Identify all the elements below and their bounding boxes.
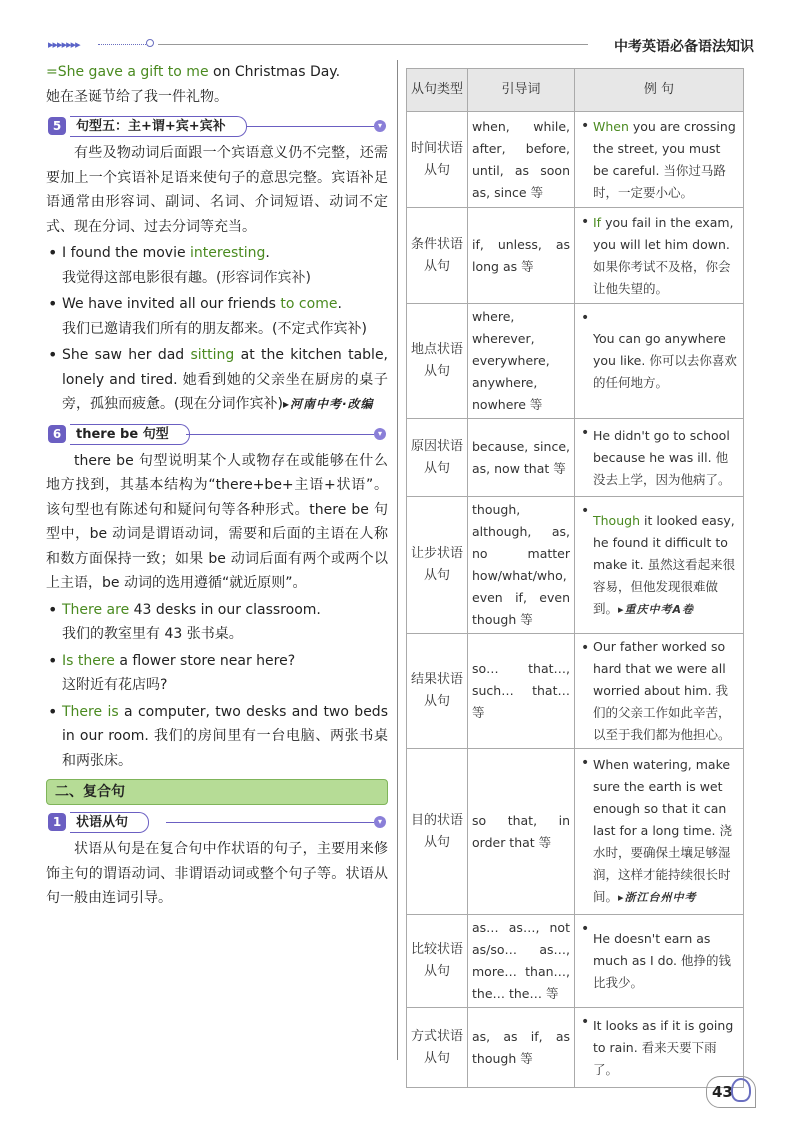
example-highlight: There are xyxy=(62,601,130,618)
example-highlight: There is xyxy=(62,703,119,720)
example-note: (形容词作宾补) xyxy=(216,269,311,286)
clause-type: 方式状语从句 xyxy=(407,1008,468,1088)
example-highlight: sitting xyxy=(190,347,235,363)
table-row xyxy=(407,112,744,208)
intro-en xyxy=(46,60,388,85)
example-source: ▸重庆中考A卷 xyxy=(618,602,695,616)
example-sentence: • He doesn't earn as much as I do. 他挣的钱比我少。 xyxy=(575,915,744,1008)
section-6-paragraph: there be 句型说明某个人或物存在或能够在什么地方找到，其基本结构为“there+be+主语+状语”。该句型也有陈述句和疑问句等各种形式。there be 句型中，be 动词是谓语动词，需要和后面的主语在人称和数方面保持一致；如果 be 动词后面有两个或两个以上主语，be 动词的选用遵循“就近原则”。 xyxy=(46,452,388,591)
conjunctions: as, as if, as though 等 xyxy=(468,1008,575,1088)
header-arrows: ▸▸▸▸▸▸▸ xyxy=(48,38,80,51)
example-2-cn: 我们已邀请我们所有的朋友都来。(不定式作宾补) xyxy=(62,320,367,337)
conjunctions: though, although, as, no matter how/what/who, even if, even though 等 xyxy=(468,497,575,634)
example-text: . xyxy=(337,296,342,312)
column-header: 从句类型 xyxy=(407,69,468,112)
section-number: 6 xyxy=(48,425,66,443)
example-highlight: Though xyxy=(593,512,640,528)
example-1-cn xyxy=(46,266,388,291)
chevron-down-icon: ▾ xyxy=(374,816,386,828)
header-dotted-line xyxy=(98,44,146,45)
column-header: 例 句 xyxy=(575,69,744,112)
clause-type: 条件状语从句 xyxy=(407,208,468,304)
example-sentence: • He didn't go to school because he was ill. 他没去上学，因为他病了。 xyxy=(575,419,744,497)
example-sentence: • It looks as if it is going to rain. 看来天要下雨了。 xyxy=(575,1008,744,1088)
section-title: 句型五：主+谓+宾+宾补 xyxy=(70,116,247,137)
example-3 xyxy=(46,343,388,417)
section-number: 1 xyxy=(48,813,66,831)
table-row xyxy=(407,419,744,497)
conjunctions: as… as…, not as/so… as…, more… than…, the… the… 等 xyxy=(468,915,575,1008)
example-translation: 我觉得这部电影很有趣。 xyxy=(62,269,216,286)
clause-type: 地点状语从句 xyxy=(407,304,468,419)
example-5 xyxy=(46,649,388,674)
example-text: I found the movie xyxy=(62,245,191,261)
example-highlight: If xyxy=(593,214,602,230)
section-title: there be 句型 xyxy=(70,424,190,445)
example-text: We have invited all our friends xyxy=(62,296,281,312)
chevron-down-icon: ▾ xyxy=(374,120,386,132)
intro-en-rest: on Christmas Day. xyxy=(208,64,341,80)
example-source: ▸浙江台州中考 xyxy=(618,891,697,904)
table-row xyxy=(407,634,744,749)
section-title: 状语从句 xyxy=(70,812,149,833)
example-sentence: • You can go anywhere you like. 你可以去你喜欢的任何地方。 xyxy=(575,304,744,419)
example-1 xyxy=(46,241,388,266)
example-text: it looked easy, he found it difficult to make it. 虽然这看起来很容易，但他发现很难做到。 xyxy=(593,512,736,616)
example-sentence xyxy=(575,497,744,634)
clause-type: 结果状语从句 xyxy=(407,634,468,749)
clause-type: 让步状语从句 xyxy=(407,497,468,634)
conjunctions: because, since, as, now that 等 xyxy=(468,419,575,497)
section-5-paragraph: 有些及物动词后面跟一个宾语意义仍不完整，还需要加上一个宾语补足语来使句子的意思完整。宾语补足语通常由形容词、副词、名词、介词短语、动词不定式、现在分词、过去分词等充当。 xyxy=(46,145,388,235)
example-highlight: When xyxy=(593,118,629,134)
section-number: 5 xyxy=(48,117,66,135)
example-highlight: Is there xyxy=(62,652,115,669)
column-divider xyxy=(397,60,398,1060)
example-sentence xyxy=(575,208,744,304)
example-text: you fail in the exam, you will let him down. 如果你考试不及格，你会让他失望的。 xyxy=(593,214,734,296)
section-rule xyxy=(246,126,374,127)
example-sentence xyxy=(575,749,744,915)
conjunctions: so… that…, such… that… 等 xyxy=(468,634,575,749)
section-1-heading xyxy=(46,811,388,833)
conjunctions: when, while, after, before, until, as soon as, since 等 xyxy=(468,112,575,208)
chevron-down-icon: ▾ xyxy=(374,428,386,440)
table-row xyxy=(407,208,744,304)
example-4 xyxy=(46,598,388,623)
clause-type: 原因状语从句 xyxy=(407,419,468,497)
table-row xyxy=(407,497,744,634)
example-text: 43 desks in our classroom. xyxy=(129,601,321,618)
example-source: ▸河南中考·改编 xyxy=(282,397,374,411)
intro-en-highlight: =She gave a gift to me xyxy=(46,64,209,80)
section-rule xyxy=(166,822,374,823)
big-section-heading: 二、复合句 xyxy=(46,779,388,805)
clause-type: 目的状语从句 xyxy=(407,749,468,915)
example-sentence: • Our father worked so hard that we were all worried about him. 我们的父亲工作如此辛苦，以至于我们都为他担心。 xyxy=(575,634,744,749)
column-header: 引导词 xyxy=(468,69,575,112)
intro-cn: 她在圣诞节给了我一件礼物。 xyxy=(46,88,228,105)
example-sentence xyxy=(575,112,744,208)
header-rule xyxy=(158,44,588,45)
example-text: you are crossing the street, you must be careful. 当你过马路时，一定要小心。 xyxy=(593,118,736,200)
section-6-heading xyxy=(46,423,388,445)
table-header-row xyxy=(407,69,744,112)
table-row xyxy=(407,915,744,1008)
clause-type: 比较状语从句 xyxy=(407,915,468,1008)
example-4-cn: 我们的教室里有 43 张书桌。 xyxy=(62,626,243,642)
example-text: When watering, make sure the earth is wet enough so that it can last for a long time. 浇水时，要确保土壤足够湿润，这样才能持续很长时间。 xyxy=(593,757,732,904)
conjunctions: so that, in order that 等 xyxy=(468,749,575,915)
example-highlight: to come xyxy=(280,296,338,312)
example-text: a flower store near here? xyxy=(114,652,296,669)
left-column xyxy=(46,60,388,911)
example-text: . xyxy=(265,245,270,261)
header-title: 中考英语必备语法知识 xyxy=(614,39,754,55)
clause-type: 时间状语从句 xyxy=(407,112,468,208)
conjunctions: if, unless, as long as 等 xyxy=(468,208,575,304)
table-row xyxy=(407,304,744,419)
section-1-paragraph: 状语从句是在复合句中作状语的句子，主要用来修饰主句的谓语动词、非谓语动词或整个句子等。状语从句一般由连词引导。 xyxy=(46,841,388,906)
section-5-heading xyxy=(46,115,388,137)
example-text: She saw her dad xyxy=(62,347,191,363)
adverbial-clause-table xyxy=(406,68,744,1088)
header-dot xyxy=(146,39,154,47)
example-text: at the kitchen table, lonely and tired. 她看到她的父亲坐在厨房的桌子旁，孤独而疲惫。(现在分词作宾补) xyxy=(62,347,389,412)
example-highlight: interesting xyxy=(190,245,266,261)
example-text: a computer, two desks and two beds in our room. 我们的房间里有一台电脑、两张书桌和两张床。 xyxy=(62,703,388,769)
conjunctions: where, wherever, everywhere, anywhere, nowhere 等 xyxy=(468,304,575,419)
example-5-cn: 这附近有花店吗? xyxy=(62,677,168,693)
section-rule xyxy=(186,434,374,435)
balloon-icon xyxy=(731,1078,751,1102)
example-6 xyxy=(46,700,388,774)
table-row xyxy=(407,1008,744,1088)
example-2 xyxy=(46,292,388,317)
page-number: 43 xyxy=(712,1083,733,1101)
table-row xyxy=(407,749,744,915)
